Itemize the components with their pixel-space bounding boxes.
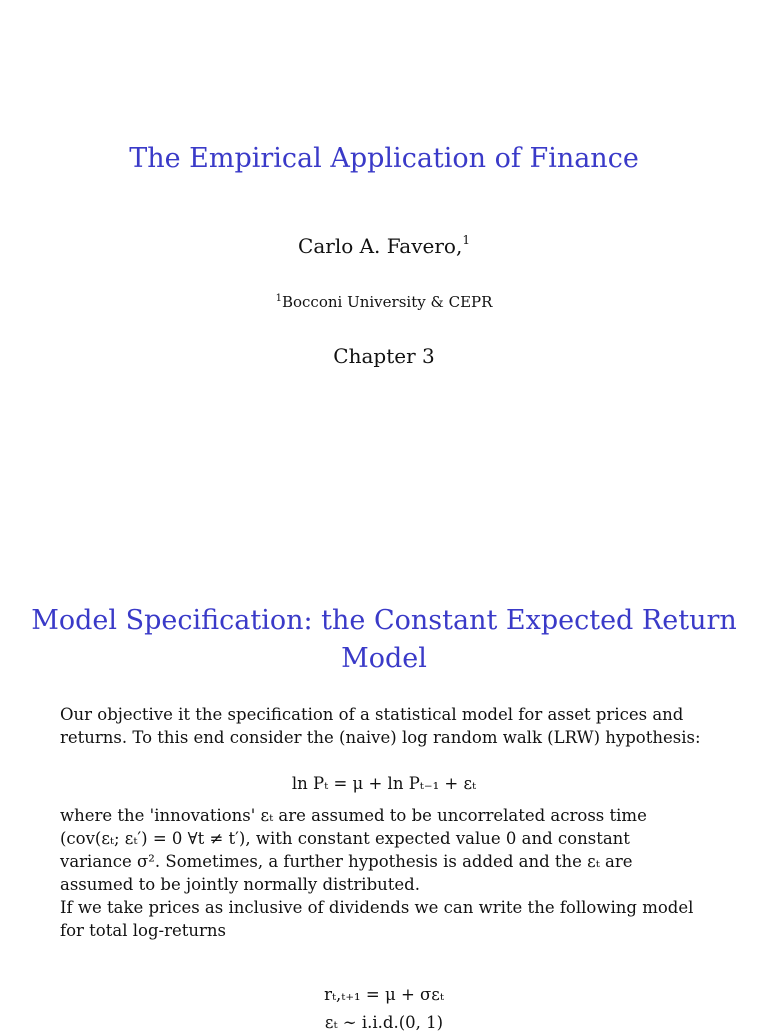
equation-log-random-walk: ln Pₜ = μ + ln Pₜ₋₁ + εₜ [291,774,477,793]
innovations-paragraph [60,804,710,942]
slide-model-specification [0,580,768,1032]
affiliation-text: Bocconi University & CEPR [281,293,493,311]
document-title: The Empirical Application of Finance [129,143,639,174]
affiliation-line [0,293,768,311]
innovations-line-3: variance σ². Sometimes, a further hypothesis is added and the εₜ are [60,852,633,871]
chapter-label: Chapter 3 [333,344,435,368]
innovations-line-4: assumed to be jointly normally distributed. [60,875,420,894]
author-footnote-mark: 1 [462,233,470,247]
intro-paragraph: Our objective it the specification of a statistical model for asset prices and returns. To this end consider the (naive) log random walk (LRW) hypothesis: [60,705,701,747]
innovations-line-1: where the 'innovations' εₜ are assumed to be uncorrelated across time [60,806,647,825]
affiliation-footnote-mark: 1 [275,293,282,304]
section-title: Model Specification: the Constant Expected Return Model [31,605,737,674]
innovations-line-2: (cov(εₜ; εₜ′) = 0 ∀t ≠ t′), with constant expected value 0 and constant [60,829,630,848]
dividends-paragraph: If we take prices as inclusive of dividends we can write the following model for total log-returns [60,898,694,940]
equation-log-returns: rₜ,ₜ₊₁ = μ + σεₜ [324,985,444,1004]
equation-iid-distribution: εₜ ∼ i.i.d.(0, 1) [324,1013,444,1032]
author-line [0,233,768,258]
author-name: Carlo A. Favero, [298,234,463,258]
